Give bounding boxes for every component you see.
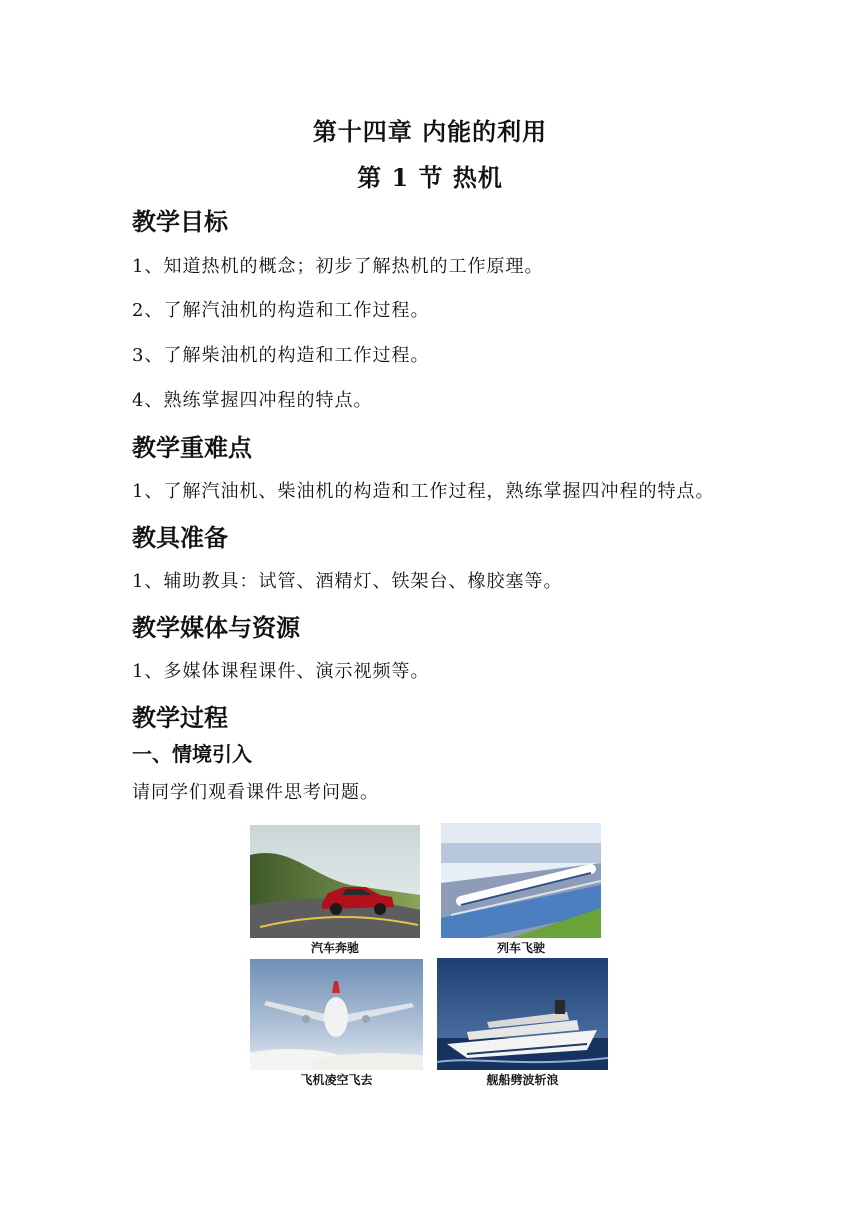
process-heading: 教学过程 <box>132 704 228 732</box>
objective-item: 3、了解柴油机的构造和工作过程。 <box>132 345 430 366</box>
process-subheading: 一、情境引入 <box>132 742 252 766</box>
media-heading: 教学媒体与资源 <box>132 614 300 642</box>
key-point-item: 1、了解汽油机、柴油机的构造和工作过程，熟练掌握四冲程的特点。 <box>132 481 715 502</box>
tools-item: 1、辅助教具：试管、酒精灯、铁架台、橡胶塞等。 <box>132 571 563 592</box>
section-title: 第 1 节 热机 <box>357 163 503 192</box>
car-photo-icon <box>250 825 420 938</box>
media-item: 1、多媒体课程课件、演示视频等。 <box>132 661 430 682</box>
chapter-title: 第十四章 内能的利用 <box>312 117 548 146</box>
objectives-heading: 教学目标 <box>132 208 228 236</box>
figure-caption: 汽车奔驰 <box>310 941 359 955</box>
tools-heading: 教具准备 <box>132 524 228 552</box>
objective-item: 2、了解汽油机的构造和工作过程。 <box>132 300 430 321</box>
objective-item: 4、熟练掌握四冲程的特点。 <box>132 390 373 411</box>
train-photo-icon <box>441 823 601 938</box>
ship-photo-icon <box>437 958 608 1070</box>
figure-caption: 舰船劈波斩浪 <box>486 1073 559 1087</box>
figure-caption: 飞机凌空飞去 <box>300 1073 373 1087</box>
key-points-heading: 教学重难点 <box>132 434 252 462</box>
figure-caption: 列车飞驶 <box>496 941 545 955</box>
airplane-photo-icon <box>250 959 423 1070</box>
objective-item: 1、知道热机的概念；初步了解热机的工作原理。 <box>132 256 544 277</box>
process-intro: 请同学们观看课件思考问题。 <box>132 782 379 803</box>
